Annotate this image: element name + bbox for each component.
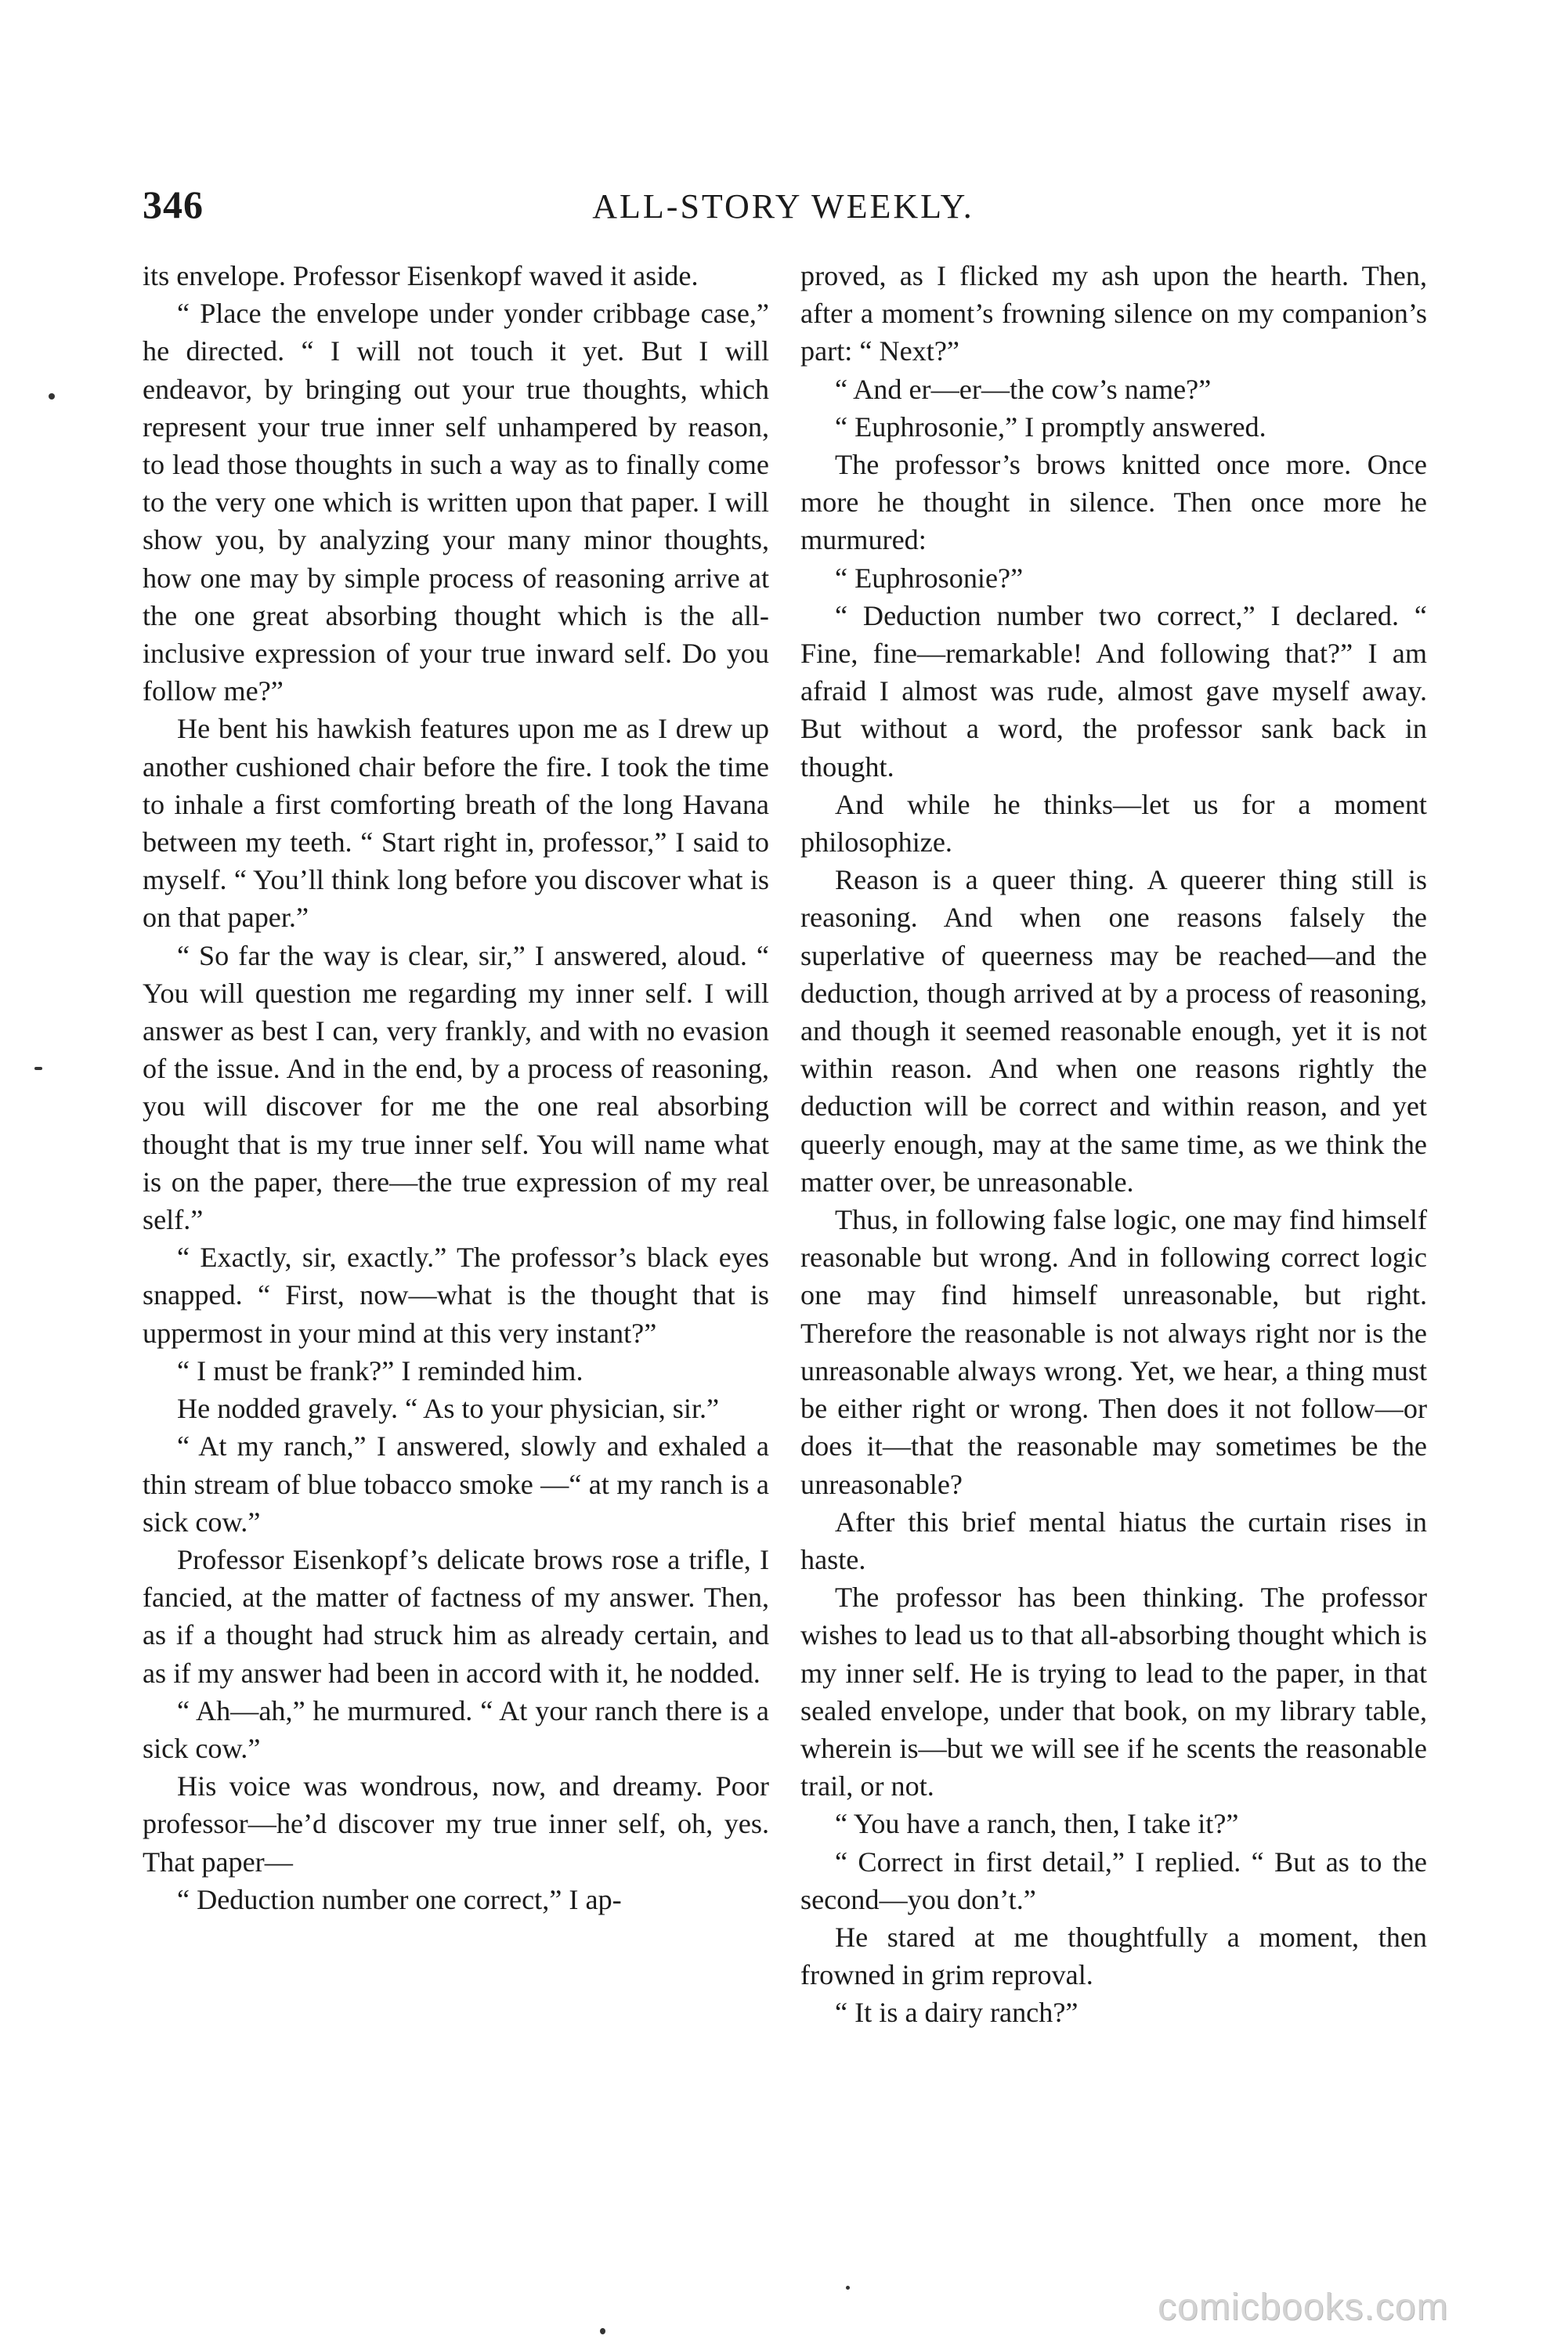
paragraph: “ Deduction number two correct,” I declared. “ Fine, fine—remarkable! And following that?” I am afraid I almost was rude, almost gave myself away. But without a word, the professor sank back in thought.	[800, 599, 1427, 783]
paragraph: “ Ah—ah,” he murmured. “ At your ranch there is a sick cow.”	[143, 1694, 769, 1764]
paragraph: He nodded gravely. “ As to your physician, sir.”	[177, 1393, 720, 1425]
paragraph: “ You have a ranch, then, I take it?”	[835, 1808, 1239, 1840]
paragraph: proved, as I flicked my ash upon the hearth. Then, after a moment’s frowning silence on my companion’s part: “ Next?”	[800, 260, 1427, 367]
paragraph: “ I must be frank?” I reminded him.	[177, 1354, 583, 1386]
paragraph: “ Deduction number one correct,” I ap-	[177, 1883, 622, 1915]
paragraph: His voice was wondrous, now, and dreamy. Poor professor—he’d discover my true inner self, oh, yes. That paper—	[143, 1770, 769, 1878]
paragraph: Professor Eisenkopf’s delicate brows rose a trifle, I fancied, at the matter of factness of my answer. Then, as if a thought had struck him as already certain, and as if my answer had been in accord with it, he nodded.	[143, 1543, 769, 1689]
paragraph: And while he thinks—let us for a moment philosophize.	[800, 788, 1427, 859]
paragraph: “ Correct in first detail,” I replied. “ But as to the second—you don’t.”	[800, 1846, 1427, 1915]
paragraph: “ And er—er—the cow’s name?”	[835, 373, 1212, 405]
print-speck	[34, 1067, 42, 1070]
right-column	[800, 257, 1427, 2032]
paragraph: The professor has been thinking. The professor wishes to lead us to that all-absorbing thought which is my inner self. He is trying to lead to the paper, in that sealed envelope, under that book, on my library table, wherein is—but we will see if he scents the reasonable trail, or not.	[800, 1582, 1427, 1802]
page-number: 346	[143, 183, 204, 226]
paragraph: “ Euphrosonie?”	[835, 562, 1024, 594]
print-speck	[846, 2286, 850, 2290]
paragraph: “ So far the way is clear, sir,” I answered, aloud. “ You will question me regarding my inner self. I will answer as best I can, very frankly, and with no evasion of the issue. And in the end, by a process of reasoning, you will discover for me the one real absorbing thought that is my true inner self. You will name what is on the paper, there—the true expression of my real self.”	[143, 939, 769, 1236]
print-speck	[600, 2328, 605, 2334]
paragraph: He bent his hawkish features upon me as I drew up another cushioned chair before the fire. I took the time to inhale a first comforting breath of the long Havana between my teeth. “ Start right in, professor,” I said to myself. “ You’ll think long before you discover what is on that paper.”	[143, 713, 769, 934]
watermark: comicbooks.com	[1158, 2287, 1449, 2328]
paragraph: Reason is a queer thing. A queerer thing still is reasoning. And when one reasons falsely the superlative of queerness may be reached—and the deduction, though arrived at by a process of reasoning, and though it seemed reasonable enough, yet it is not within reason. And when one reasons rightly the deduction will be correct and within reason, and yet queerly enough, may at the same time, as we think the matter over, be unreasonable.	[800, 864, 1427, 1198]
paragraph: its envelope. Professor Eisenkopf waved it aside.	[143, 260, 699, 291]
paragraph: “ Place the envelope under yonder cribbage case,” he directed. “ I will not touch it yet. But I will endeavor, by bringing out your true thoughts, which represent your true inner self unhampered by reason, to lead those thoughts in such a way as to finally come to the very one which is written upon that paper. I will show you, by analyzing your many minor thoughts, how one may by simple process of reasoning arrive at the one great absorbing thought which is the all-inclusive expression of your true inward self. Do you follow me?”	[143, 298, 769, 707]
paragraph: “ At my ranch,” I answered, slowly and exhaled a thin stream of blue tobacco smoke —“ at my ranch is a sick cow.”	[143, 1430, 769, 1538]
paragraph: After this brief mental hiatus the curtain rises in haste.	[800, 1506, 1427, 1575]
paragraph: “ It is a dairy ranch?”	[835, 1997, 1078, 2029]
paragraph: Thus, in following false logic, one may find himself reasonable but wrong. And in following correct logic one may find himself unreasonable, but right. Therefore the reasonable is not always right nor is the unreasonable always wrong. Yet, we hear, a thing must be either right or wrong. Then does it not follow—or does it—that the reasonable may sometimes be the unreasonable?	[800, 1204, 1427, 1500]
left-column	[143, 257, 769, 1918]
paragraph: “ Exactly, sir, exactly.” The professor’s black eyes snapped. “ First, now—what is the thought that is uppermost in your mind at this very instant?”	[143, 1242, 769, 1349]
running-title: ALL-STORY WEEKLY.	[592, 187, 974, 226]
paragraph: The professor’s brows knitted once more. Once more he thought in silence. Then once more he murmured:	[800, 449, 1427, 556]
paragraph: He stared at me thoughtfully a moment, then frowned in grim reproval.	[800, 1921, 1427, 1991]
paragraph: “ Euphrosonie,” I promptly answered.	[835, 410, 1266, 443]
print-speck	[49, 393, 55, 400]
